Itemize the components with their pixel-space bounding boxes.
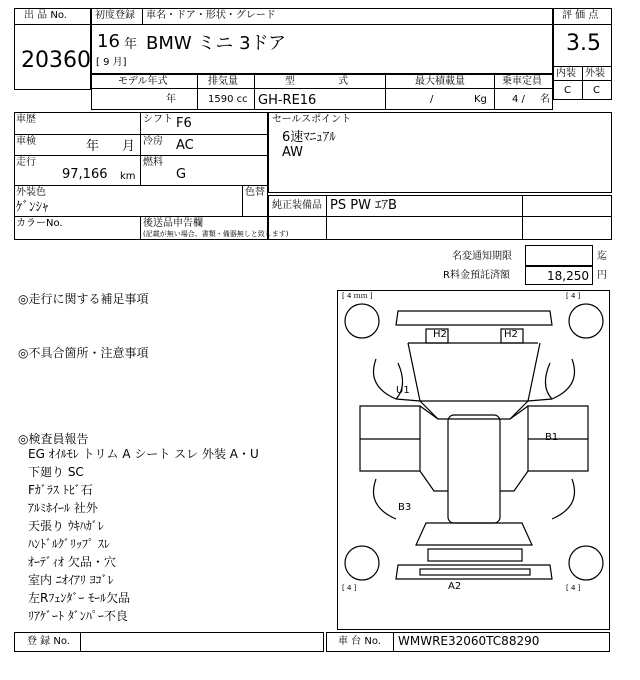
capacity-label: 乗車定員: [502, 76, 542, 87]
capacity: 4 /: [512, 94, 525, 105]
inspector-report-heading: ◎検査員報告: [18, 432, 89, 446]
exterior-color: ｹﾞﾝｼｬ: [16, 200, 49, 215]
equipment: PS PW ｴｱB: [330, 198, 397, 213]
max-load-label: 最大積載量: [415, 76, 465, 87]
model-label: 型 式: [285, 76, 349, 87]
fuel-label: 燃料: [143, 157, 163, 168]
lot-no: 20360: [21, 48, 91, 73]
report-line: ｱﾙﾐﾎｲｰﾙ 社外: [28, 501, 98, 515]
aftermarket-note: (記載が無い場合、書類・備器無しと致します): [143, 230, 289, 238]
recycle-amount: 18,250: [547, 269, 589, 283]
car-outline-svg: [338, 291, 611, 631]
recycle-label: R料金預託済額: [443, 270, 510, 281]
equipment-label: 純正装備品: [272, 200, 322, 211]
score: 3.5: [566, 31, 601, 56]
defects-heading: ◎不具合箇所・注意事項: [18, 346, 149, 360]
score-label: 評 価 点: [562, 10, 599, 21]
fuel: G: [176, 167, 187, 182]
inspection-label: 車検: [16, 136, 36, 147]
report-line: 天張り ｳｷﾊｶﾞﾚ: [28, 519, 104, 533]
name-change-field: [525, 245, 593, 267]
max-load-unit: Kg: [474, 94, 487, 105]
displacement-label: 排気量: [208, 76, 238, 87]
lot-no-label: 出 品 No.: [24, 10, 67, 21]
car-name-label: 車名・ドア・形状・グレード: [146, 10, 276, 21]
interior-label: 内装: [556, 68, 576, 79]
report-line: EG ｵｲﾙﾓﾚ トリム A シート スレ 外装 A・U: [28, 447, 259, 461]
shift: F6: [176, 116, 192, 131]
reg-month: [ 9 月]: [96, 57, 127, 68]
exterior-color-label: 外装色: [16, 187, 46, 198]
report-line: 下廻り SC: [28, 465, 84, 479]
model-year-unit: 年: [166, 94, 176, 105]
tire-front-left: [ 4 ｍｍ ]: [342, 292, 373, 300]
capacity-unit: 名: [540, 94, 550, 105]
model-year-label: モデル年式: [118, 76, 168, 87]
report-line: ﾊﾝﾄﾞﾙｸﾞﾘｯﾌﾟ ｽﾚ: [28, 537, 110, 551]
mark-a2: A2: [448, 581, 462, 592]
sales-point-2: AW: [282, 145, 304, 160]
mark-h2-right: H2: [504, 329, 518, 340]
inspection-year: 年: [86, 139, 100, 154]
first-reg-label: 初度登録: [95, 10, 135, 21]
mileage: 97,166: [62, 167, 108, 182]
name-change-label: 名変通知期限: [452, 251, 512, 262]
report-line: ｵｰﾃﾞｨｵ 欠品・穴: [28, 555, 116, 569]
aftermarket-label: 後送品申告欄: [143, 218, 203, 229]
sales-point-1: 6速ﾏﾆｭｱﾙ: [282, 130, 336, 145]
interior-grade: C: [564, 85, 571, 96]
tire-rear-right: [ 4 ]: [566, 584, 581, 592]
car-name: BMW ミニ 3ドア: [146, 33, 287, 54]
mark-h2-left: H2: [433, 329, 447, 340]
inspection-month: 月: [122, 139, 136, 154]
ac: AC: [176, 138, 194, 153]
name-change-unit: 迄: [597, 251, 607, 262]
max-load: /: [430, 94, 434, 105]
tire-front-right: [ 4 ]: [566, 292, 581, 300]
color-change-label: 色替: [245, 187, 265, 198]
report-line: 室内 ﾆｵｲｱﾘ ﾖｺﾞﾚ: [28, 573, 114, 587]
color-no-label: カラーNo.: [16, 218, 63, 229]
report-line: 左Rﾌｪﾝﾀﾞｰ ﾓｰﾙ欠品: [28, 591, 131, 605]
mileage-label: 走行: [16, 157, 36, 168]
report-line: Fｶﾞﾗｽ ﾄﾋﾞ石: [28, 483, 93, 497]
exterior-grade: C: [593, 85, 600, 96]
mark-b3: B3: [398, 502, 412, 513]
mark-u1: U1: [396, 385, 410, 396]
displacement: 1590 cc: [208, 94, 248, 105]
chassis-label: 車 台 No.: [338, 636, 381, 647]
history-label: 車歴: [16, 114, 36, 125]
sales-point-label: セールスポイント: [272, 114, 352, 125]
car-diagram: [337, 290, 610, 630]
registration-label: 登 録 No.: [27, 636, 70, 647]
reg-year-unit: 年: [124, 37, 138, 52]
chassis-no: WMWRE32060TC88290: [398, 634, 540, 648]
mileage-unit: km: [120, 171, 136, 182]
model: GH-RE16: [258, 93, 317, 108]
mark-b1: B1: [545, 432, 559, 443]
reg-year: 16: [97, 31, 120, 52]
ac-label: 冷房: [143, 136, 163, 147]
report-line: ﾘｱｹﾞｰﾄ ﾀﾞﾝﾊﾟｰ不良: [28, 609, 128, 623]
shift-label: シフト: [143, 114, 173, 125]
exterior-label: 外装: [585, 68, 605, 79]
driving-notes-heading: ◎走行に関する補足事項: [18, 292, 149, 306]
recycle-unit: 円: [597, 270, 607, 281]
tire-rear-left: [ 4 ]: [342, 584, 357, 592]
